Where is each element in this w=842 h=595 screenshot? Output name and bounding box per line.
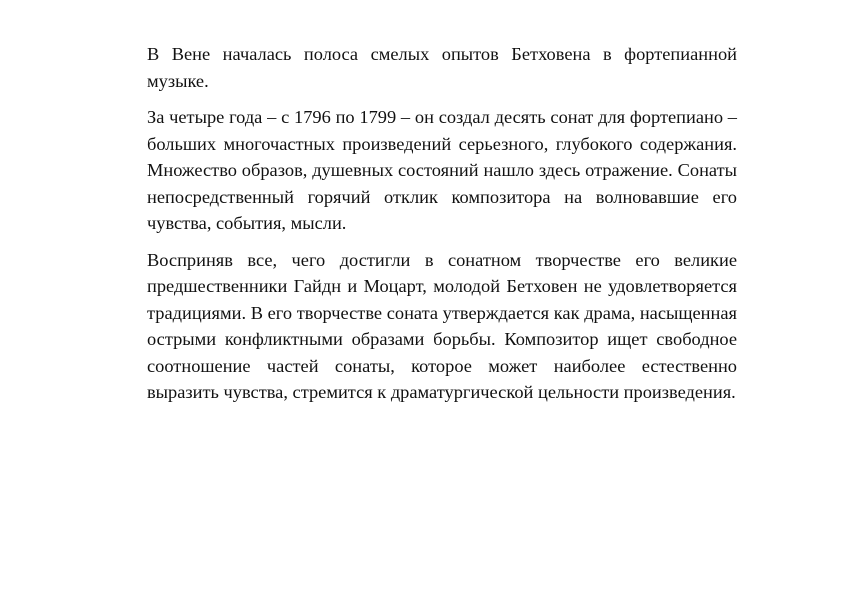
paragraph-sonatas: За четыре года – с 1796 по 1799 – он создал десять сонат для фортепиано – больших многочастных произведений серьезного, глубокого содержания. Множество образов, душевных состояний нашло здесь отражение. Сонаты непосредственный горячий отклик композитора на волновавшие его чувства, события, мысли. — [147, 107, 737, 233]
paragraph-vienna: В Вене началась полоса смелых опытов Бетховена в фортепианной музыке. — [147, 44, 737, 91]
document-body — [147, 41, 737, 416]
paragraph-tradition: Восприняв все, чего достигли в сонатном творчестве его великие предшественники Гайдн и Моцарт, молодой Бетховен не удовлетворяется традициями. В его творчестве соната утверждается как драма, насыщенная острыми конфликтными образами борьбы. Композитор ищет свободное соотношение частей сонаты, которое может наиболее естественно выразить чувства, стремится к драматургической цельности произведения. — [147, 249, 737, 402]
